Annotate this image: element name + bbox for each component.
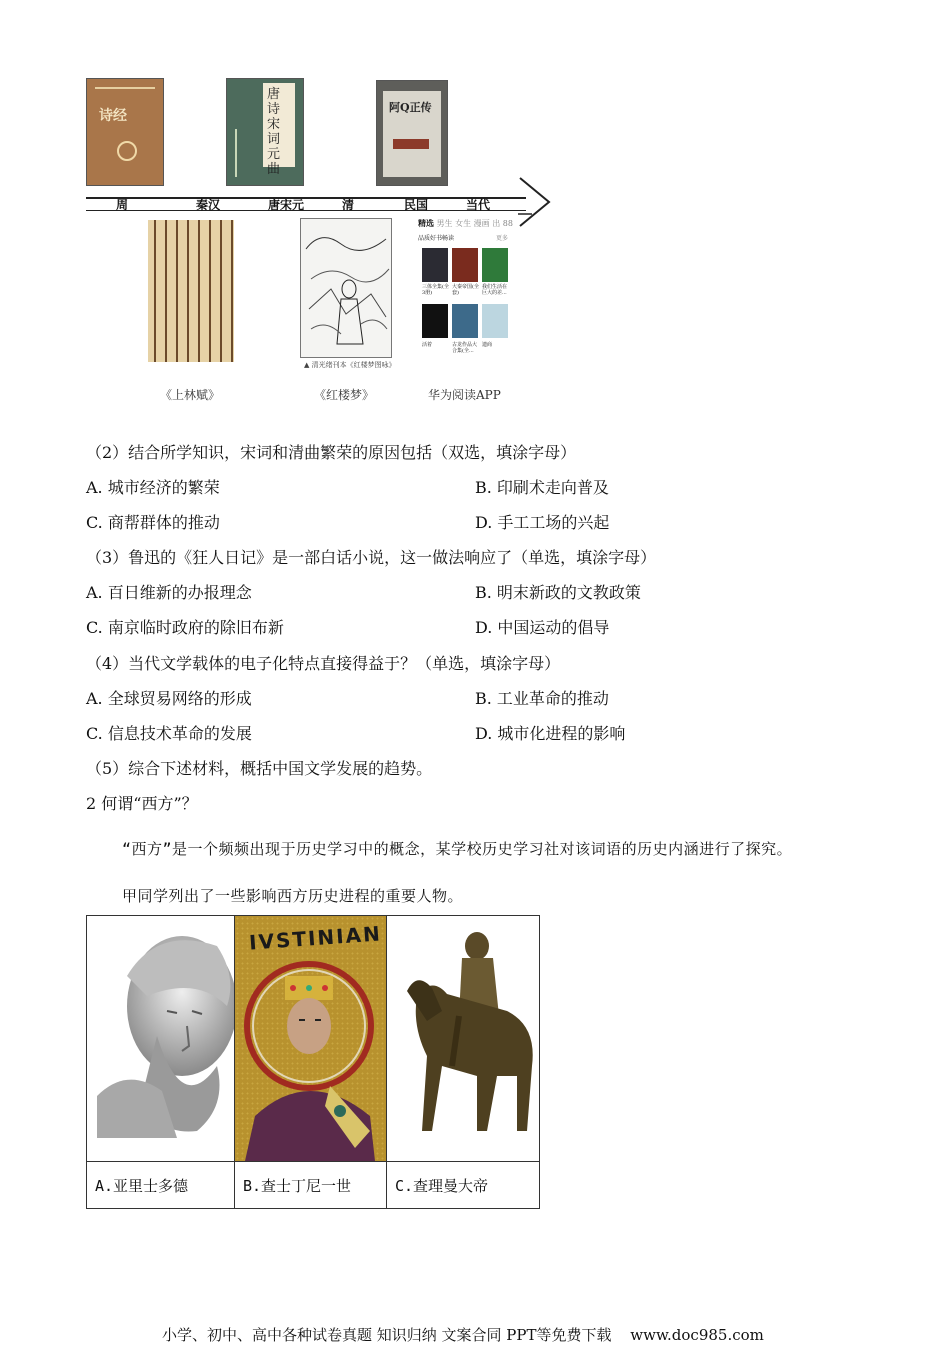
label-charlemagne: C.查理曼大帝 (387, 1162, 540, 1209)
app-tab-featured: 精选 (418, 218, 434, 228)
q4-option-b: B. 工业革命的推动 (475, 689, 609, 708)
hongloumeng-illustration (300, 218, 392, 358)
q2-option-d: D. 手工工场的兴起 (475, 513, 610, 532)
hongloumeng-note: ▲ 清光绪刊本《红楼梦图咏》 (304, 361, 396, 369)
era-dangdai: 当代 (466, 198, 491, 212)
era-qing: 清 (342, 198, 355, 212)
section-2-jia: 甲同学列出了一些影响西方历史进程的重要人物。 (122, 887, 464, 905)
tangshi-title: 唐诗宋词元曲 (267, 87, 281, 177)
app-tab-comic: 漫画 (473, 219, 490, 228)
app-book-3: 活着 (422, 342, 433, 348)
era-tangsongyuan: 唐宋元 (268, 198, 305, 212)
q3-option-a: A. 百日维新的办报理念 (86, 583, 252, 602)
era-qinhan: 秦汉 (196, 198, 221, 212)
charlemagne-cell (387, 916, 540, 1162)
q2-option-c: C. 商帮群体的推动 (86, 513, 220, 532)
app-book-4: 古龙作品大合集(全... (452, 342, 478, 354)
app-book-1: 大秦帝国(全套) (452, 284, 479, 296)
app-tab-male: 男生 (436, 219, 453, 228)
footer-text: 小学、初中、高中各种试卷真题 知识归纳 文案合同 PPT等免费下载 (162, 1326, 612, 1344)
caption-huawei-app: 华为阅读APP (428, 388, 501, 402)
huawei-reading-app-screenshot (418, 218, 512, 358)
q2-option-a: A. 城市经济的繁荣 (86, 478, 220, 497)
app-more-link: 更多 (495, 235, 508, 242)
ahq-title: 阿Q正传 (389, 101, 432, 114)
question-5: （5）综合下述材料，概括中国文学发展的趋势。 (86, 759, 433, 778)
q3-option-c: C. 南京临时政府的除旧布新 (86, 618, 284, 637)
justinian-mosaic-image (235, 916, 386, 1161)
question-2: （2）结合所学知识，宋词和清曲繁荣的原因包括（双选，填涂字母） (86, 443, 577, 462)
app-section-title: 品质好书畅读 (418, 235, 455, 242)
app-tab-grid: 88 (502, 219, 513, 228)
question-3: （3）鲁迅的《狂人日记》是一部白话小说，这一做法响应了（单选，填涂字母） (86, 548, 657, 567)
justinian-cell (235, 916, 387, 1162)
label-aristotle: A.亚里士多德 (87, 1162, 235, 1209)
section-2-title: 2 何谓“西方”？ (86, 794, 198, 813)
charlemagne-statue-image (387, 916, 539, 1161)
aristotle-bust-image (87, 916, 234, 1161)
caption-hongloumeng: 《红楼梦》 (314, 388, 375, 402)
q4-option-c: C. 信息技术革命的发展 (86, 724, 252, 743)
page-footer (162, 1324, 764, 1345)
timeline-axis (86, 197, 526, 199)
q2-option-b: B. 印刷术走向普及 (475, 478, 609, 497)
app-tab-female: 女生 (455, 219, 472, 228)
shanglinfu-calligraphy-image (148, 220, 234, 362)
q3-option-b: B. 明末新政的文教政策 (475, 583, 641, 602)
app-tab-extra: 出 (492, 219, 501, 228)
mosaic-inscription: IVSTINIAN (248, 921, 383, 955)
footer-url[interactable]: www.doc985.com (630, 1326, 764, 1344)
ahq-book-cover (376, 80, 448, 186)
era-zhou: 周 (116, 198, 129, 212)
label-justinian: B.查士丁尼一世 (235, 1162, 387, 1209)
aristotle-cell (87, 916, 235, 1162)
era-minguo: 民国 (404, 198, 429, 212)
tangshi-book-cover (226, 78, 304, 186)
app-book-5: 遗商 (482, 342, 493, 348)
caption-shanglinfu: 《上林赋》 (160, 388, 221, 402)
timeline-arrowhead (518, 176, 552, 228)
q4-option-a: A. 全球贸易网络的形成 (86, 689, 252, 708)
shijing-book-cover (86, 78, 164, 186)
app-book-2: 我们生活在巨大的差... (482, 284, 508, 296)
q4-option-d: D. 城市化进程的影响 (475, 724, 626, 743)
shijing-title: 诗经 (99, 108, 127, 124)
question-4: （4）当代文学载体的电子化特点直接得益于？（单选，填涂字母） (86, 654, 561, 673)
section-2-intro: “西方”是一个频频出现于历史学习中的概念，某学校历史学习社对该词语的历史内涵进行了探究。 (122, 840, 793, 858)
app-book-0: 三体全集(全3册) (422, 284, 449, 296)
q3-option-d: D. 中国运动的倡导 (475, 618, 610, 637)
western-figures-table (86, 915, 540, 1209)
